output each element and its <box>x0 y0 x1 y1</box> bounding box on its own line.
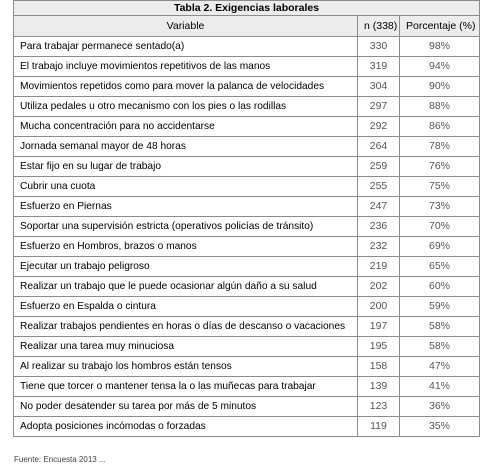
cell-percentage: 35% <box>400 417 480 437</box>
cell-variable: Utiliza pedales u otro mecanismo con los pies o las rodillas <box>14 97 358 117</box>
cell-n: 304 <box>358 77 400 97</box>
cell-percentage: 47% <box>400 357 480 377</box>
cell-n: 195 <box>358 337 400 357</box>
table-row <box>14 277 480 297</box>
cell-percentage: 90% <box>400 77 480 97</box>
cell-percentage: 69% <box>400 237 480 257</box>
cell-n: 197 <box>358 317 400 337</box>
cell-n: 247 <box>358 197 400 217</box>
cell-n: 236 <box>358 217 400 237</box>
cell-n: 219 <box>358 257 400 277</box>
cell-n: 259 <box>358 157 400 177</box>
header-variable: Variable <box>14 16 358 37</box>
cell-n: 232 <box>358 237 400 257</box>
table-row <box>14 397 480 417</box>
cell-variable: Realizar trabajos pendientes en horas o días de descanso o vacaciones <box>14 317 358 337</box>
table-row <box>14 177 480 197</box>
cell-n: 330 <box>358 37 400 57</box>
table-row <box>14 317 480 337</box>
cell-percentage: 73% <box>400 197 480 217</box>
cell-variable: Mucha concentración para no accidentarse <box>14 117 358 137</box>
cell-percentage: 75% <box>400 177 480 197</box>
cell-variable: Estar fijo en su lugar de trabajo <box>14 157 358 177</box>
source-note: Fuente: Encuesta 2013 ... <box>14 455 106 464</box>
cell-variable: Soportar una supervisión estricta (operativos policías de tránsito) <box>14 217 358 237</box>
table-title: Tabla 2. Exigencias laborales <box>14 1 480 16</box>
cell-variable: Jornada semanal mayor de 48 horas <box>14 137 358 157</box>
cell-n: 264 <box>358 137 400 157</box>
table-row <box>14 77 480 97</box>
cell-n: 255 <box>358 177 400 197</box>
table-row <box>14 257 480 277</box>
cell-n: 202 <box>358 277 400 297</box>
cell-variable: Tiene que torcer o mantener tensa la o las muñecas para trabajar <box>14 377 358 397</box>
cell-n: 297 <box>358 97 400 117</box>
cell-percentage: 58% <box>400 317 480 337</box>
table-body <box>14 37 480 437</box>
header-n: n (338) <box>358 16 400 37</box>
cell-variable: Esfuerzo en Piernas <box>14 197 358 217</box>
cell-variable: Esfuerzo en Espalda o cintura <box>14 297 358 317</box>
cell-percentage: 98% <box>400 37 480 57</box>
cell-variable: Movimientos repetidos como para mover la palanca de velocidades <box>14 77 358 97</box>
table-row <box>14 237 480 257</box>
table-row <box>14 217 480 237</box>
cell-percentage: 70% <box>400 217 480 237</box>
cell-percentage: 36% <box>400 397 480 417</box>
cell-n: 319 <box>358 57 400 77</box>
cell-variable: No poder desatender su tarea por más de 5 minutos <box>14 397 358 417</box>
cell-percentage: 59% <box>400 297 480 317</box>
cell-n: 292 <box>358 117 400 137</box>
cell-n: 119 <box>358 417 400 437</box>
cell-n: 123 <box>358 397 400 417</box>
cell-n: 158 <box>358 357 400 377</box>
cell-percentage: 76% <box>400 157 480 177</box>
exigencias-table <box>13 0 480 437</box>
cell-n: 139 <box>358 377 400 397</box>
table-row <box>14 57 480 77</box>
table-row <box>14 157 480 177</box>
cell-percentage: 78% <box>400 137 480 157</box>
cell-percentage: 94% <box>400 57 480 77</box>
table-header-row <box>14 16 480 37</box>
cell-variable: Realizar una tarea muy minuciosa <box>14 337 358 357</box>
cell-variable: El trabajo incluye movimientos repetitivos de las manos <box>14 57 358 77</box>
table-row <box>14 97 480 117</box>
table-row <box>14 337 480 357</box>
cell-percentage: 65% <box>400 257 480 277</box>
cell-variable: Realizar un trabajo que le puede ocasionar algún daño a su salud <box>14 277 358 297</box>
header-percentage: Porcentaje (%) <box>400 16 480 37</box>
cell-variable: Esfuerzo en Hombros, brazos o manos <box>14 237 358 257</box>
table-row <box>14 297 480 317</box>
cell-percentage: 60% <box>400 277 480 297</box>
table-row <box>14 357 480 377</box>
table-row <box>14 377 480 397</box>
cell-percentage: 88% <box>400 97 480 117</box>
cell-variable: Ejecutar un trabajo peligroso <box>14 257 358 277</box>
table-row <box>14 197 480 217</box>
cell-percentage: 58% <box>400 337 480 357</box>
table-title-row <box>14 1 480 16</box>
cell-variable: Cubrir una cuota <box>14 177 358 197</box>
table-row <box>14 117 480 137</box>
table-row <box>14 417 480 437</box>
cell-variable: Para trabajar permanece sentado(a) <box>14 37 358 57</box>
table-row <box>14 37 480 57</box>
cell-variable: Adopta posiciones incómodas o forzadas <box>14 417 358 437</box>
table-row <box>14 137 480 157</box>
cell-percentage: 86% <box>400 117 480 137</box>
cell-variable: Al realizar su trabajo los hombros están tensos <box>14 357 358 377</box>
cell-percentage: 41% <box>400 377 480 397</box>
cell-n: 200 <box>358 297 400 317</box>
